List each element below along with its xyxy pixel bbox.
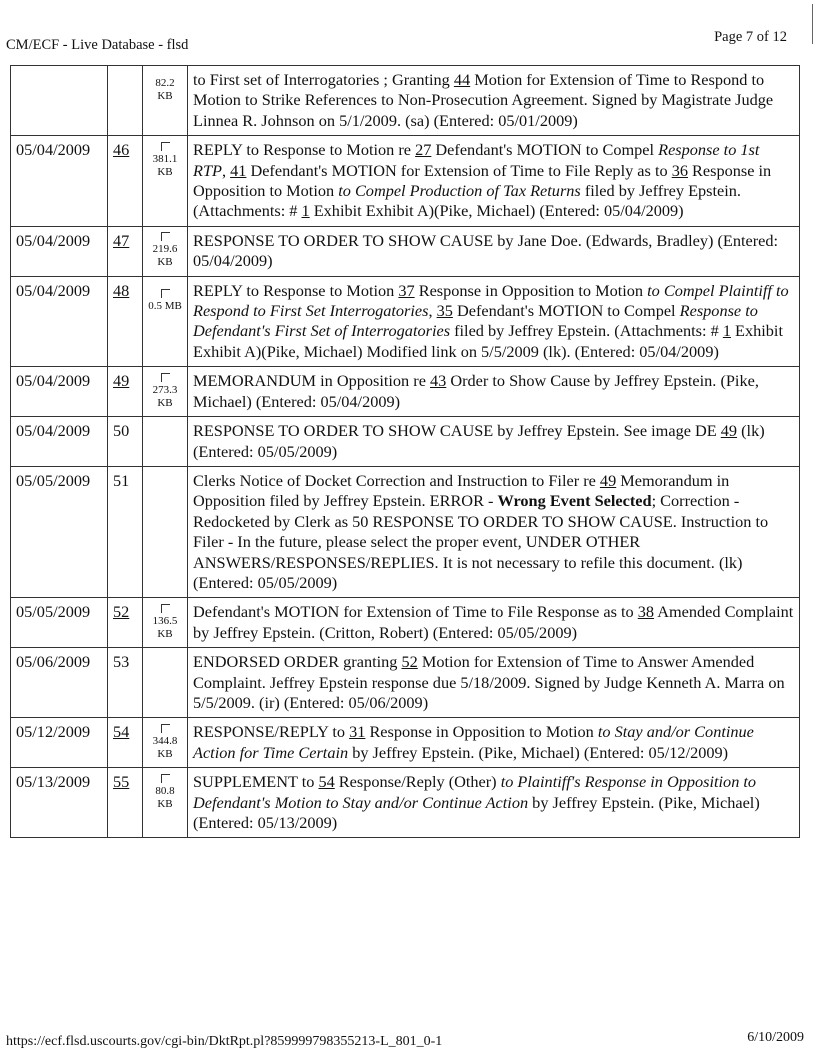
text-run: Exhibit Exhibit A)(Pike, Michael) (Entered: 05/04/2009) [309, 201, 684, 221]
entry-text [188, 417, 800, 467]
docket-ref-link[interactable]: 43 [430, 371, 447, 391]
entry-number: 50 [113, 421, 130, 441]
document-icon[interactable] [161, 142, 170, 151]
document-icon[interactable] [161, 373, 170, 382]
text-run: REPLY to Response to Motion re [193, 140, 416, 160]
entry-number[interactable]: 55 [113, 772, 130, 792]
document-cell [143, 417, 188, 467]
text-run: Response in Opposition to Motion [365, 722, 598, 742]
entry-number-cell [108, 648, 143, 718]
entry-number: 53 [113, 652, 130, 672]
document-cell [143, 466, 188, 597]
italic-text: to Stay and/or Continue Action for Time Certain [193, 722, 754, 762]
entry-number[interactable]: 54 [113, 722, 130, 742]
docket-ref-link[interactable]: 52 [401, 652, 418, 672]
document-icon[interactable] [161, 604, 170, 613]
entry-date: 05/04/2009 [11, 417, 108, 467]
docket-row [11, 598, 800, 648]
text-run: filed by Jeffrey Epstein. (Attachments: # [193, 181, 741, 221]
docket-ref-link[interactable]: 54 [318, 772, 335, 792]
document-cell [143, 276, 188, 367]
document-cell [143, 768, 188, 838]
docket-ref-link[interactable]: 37 [398, 280, 415, 300]
document-size: 80.8 KB [155, 784, 175, 810]
text-run: Response in Opposition to Motion [414, 280, 648, 300]
text-run: Response/Reply (Other) [334, 772, 501, 792]
entry-text [188, 367, 800, 417]
entry-number[interactable]: 47 [113, 230, 130, 250]
entry-text [188, 648, 800, 718]
entry-number-cell [108, 276, 143, 367]
italic-text: to Compel Plaintiff to Respond to First Set Interrogatories [193, 280, 789, 321]
text-run: by Jeffrey Epstein. (Pike, Michael) (Entered: 05/13/2009) [193, 792, 760, 832]
docket-row [11, 136, 800, 227]
document-icon[interactable] [161, 724, 170, 733]
entry-number-cell [108, 136, 143, 227]
document-cell [143, 66, 188, 136]
entry-number-cell [108, 226, 143, 276]
page-number: Page 7 of 12 [714, 29, 787, 45]
text-run: (lk) (Entered: 05/05/2009) [193, 421, 765, 461]
document-size: 273.3 KB [152, 383, 178, 409]
margin-rule [812, 4, 813, 44]
docket-row [11, 718, 800, 768]
entry-date: 05/12/2009 [11, 718, 108, 768]
text-run: filed by Jeffrey Epstein. (Attachments: # [450, 321, 723, 341]
document-link[interactable] [148, 70, 182, 110]
text-run: Clerks Notice of Docket Correction and Instruction to Filer re [193, 470, 600, 490]
italic-text: to Plaintiff's Response in Opposition to Defendant's Motion to Stay and/or Continue Action [193, 772, 757, 812]
document-icon[interactable] [161, 289, 170, 298]
document-link[interactable] [148, 231, 182, 271]
text-run: Order to Show Cause by Jeffrey Epstein. (Pike, Michael) (Entered: 05/04/2009) [193, 371, 759, 411]
entry-date: 05/06/2009 [11, 648, 108, 718]
text-run: Defendant's MOTION for Extension of Time to File Response as to [193, 602, 638, 622]
entry-number-cell [108, 466, 143, 597]
entry-number-cell [108, 417, 143, 467]
document-icon[interactable] [161, 232, 170, 241]
text-run: Motion for Extension of Time to Respond to Motion to Strike References to Non-Prosecution Agreement. Signed by Magistrate Judge Linnea R. Johnson on 5/1/2009. (sa) (Entered: 05/01/2009) [193, 70, 774, 130]
text-run: REPLY to Response to Motion [193, 280, 399, 300]
text-run: , [428, 301, 437, 321]
docket-row [11, 768, 800, 838]
entry-text [188, 276, 800, 367]
text-run: MEMORANDUM in Opposition re [193, 371, 430, 391]
text-run: Response in Opposition to Motion [193, 160, 772, 201]
entry-text [188, 466, 800, 597]
docket-ref-link[interactable]: 31 [349, 722, 366, 742]
docket-row [11, 417, 800, 467]
entry-number[interactable]: 49 [113, 371, 130, 391]
entry-date [11, 66, 108, 136]
text-run: SUPPLEMENT to [193, 772, 319, 792]
text-run: Memorandum in Opposition filed by Jeffrey Epstein. ERROR - [193, 470, 730, 511]
entry-text [188, 226, 800, 276]
entry-number-cell [108, 598, 143, 648]
document-icon[interactable] [161, 774, 170, 783]
entry-text [188, 768, 800, 838]
docket-row [11, 367, 800, 417]
entry-number-cell [108, 768, 143, 838]
text-run: RESPONSE TO ORDER TO SHOW CAUSE by Jeffrey Epstein. See image DE [193, 421, 721, 441]
docket-ref-link[interactable]: 1 [301, 201, 310, 221]
text-run: RESPONSE TO ORDER TO SHOW CAUSE by Jane Doe. (Edwards, Bradley) (Entered: 05/04/2009) [193, 230, 779, 271]
entry-date: 05/04/2009 [11, 367, 108, 417]
document-link[interactable] [148, 772, 182, 812]
document-cell [143, 718, 188, 768]
docket-ref-link[interactable]: 44 [453, 70, 471, 89]
document-cell [143, 226, 188, 276]
header-title: CM/ECF - Live Database - flsd [6, 37, 189, 53]
docket-row [11, 66, 800, 136]
document-size: 136.5 KB [152, 614, 178, 640]
text-run: to First set of Interrogatories ; Granting [193, 70, 454, 89]
text-run: RESPONSE/REPLY to [193, 722, 350, 742]
text-run: ; Correction - Redocketed by Clerk as 50 RESPONSE TO ORDER TO SHOW CAUSE. Instruction to Filer - In the future, please select the proper event, UNDER OTHER ANSWERS/RESPONSES/REPLIES. It is not necessary to refile this document. (lk) (Entered: 05/05/2009) [193, 491, 769, 592]
italic-text: Response to 1st RTP [193, 140, 760, 180]
document-size: 219.6 KB [152, 243, 178, 269]
docket-row [11, 648, 800, 718]
docket-table [10, 65, 800, 838]
entry-number[interactable]: 48 [113, 280, 130, 300]
docket-ref-link[interactable]: 38 [637, 602, 655, 622]
document-link[interactable] [148, 281, 182, 321]
entry-text [188, 66, 800, 136]
document-size: 344.8 KB [152, 734, 178, 760]
docket-row [11, 226, 800, 276]
entry-text [188, 598, 800, 648]
document-link[interactable] [148, 722, 182, 762]
text-run: Defendant's MOTION to Compel [431, 140, 659, 160]
document-cell [143, 367, 188, 417]
text-run: , [221, 160, 231, 180]
entry-date: 05/04/2009 [11, 136, 108, 227]
italic-text: Response to Defendant's First Set of Interrogatories [193, 301, 758, 341]
entry-number-cell [108, 718, 143, 768]
docket-ref-link[interactable]: 41 [230, 160, 247, 180]
text-run: Defendant's MOTION to Compel [452, 301, 680, 321]
document-link[interactable] [148, 602, 182, 642]
docket-row [11, 276, 800, 367]
docket-ref-link[interactable]: 35 [436, 301, 453, 321]
docket-ref-link[interactable]: 1 [722, 321, 731, 341]
docket-ref-link[interactable]: 49 [720, 421, 738, 441]
text-run: Defendant's MOTION for Extension of Time to File Reply as to [246, 160, 672, 180]
footer-url: https://ecf.flsd.uscourts.gov/cgi-bin/DktRpt.pl?859999798355213-L_801_0-1 [6, 1034, 443, 1049]
docket-row [11, 466, 800, 597]
entry-number-cell [108, 66, 143, 136]
entry-date: 05/13/2009 [11, 768, 108, 838]
document-cell [143, 136, 188, 227]
entry-text [188, 136, 800, 227]
entry-number[interactable]: 46 [113, 140, 130, 160]
text-run: Motion for Extension of Time to Answer Amended Complaint. Jeffrey Epstein response due 5/18/2009. Signed by Judge Kenneth A. Marra on 5/5/2009. (ir) (Entered: 05/06/2009) [193, 652, 785, 712]
document-size: 381.1 KB [152, 152, 178, 178]
entry-number: 51 [113, 470, 130, 490]
footer-date: 6/10/2009 [747, 1030, 804, 1045]
entry-date: 05/05/2009 [11, 598, 108, 648]
entry-number[interactable]: 52 [113, 602, 130, 622]
document-cell [143, 598, 188, 648]
document-link[interactable] [148, 371, 182, 411]
entry-date: 05/04/2009 [11, 226, 108, 276]
entry-date: 05/04/2009 [11, 276, 108, 367]
document-link[interactable] [148, 140, 182, 180]
entry-date: 05/05/2009 [11, 466, 108, 597]
text-run: Exhibit Exhibit A)(Pike, Michael) Modified link on 5/5/2009 (lk). (Entered: 05/04/2009) [193, 321, 783, 361]
document-cell [143, 648, 188, 718]
docket-ref-link[interactable]: 49 [599, 470, 617, 490]
docket-ref-link[interactable]: 36 [671, 160, 688, 180]
docket-ref-link[interactable]: 27 [415, 140, 432, 160]
text-run: ENDORSED ORDER granting [193, 652, 402, 672]
entry-number-cell [108, 367, 143, 417]
bold-text: Wrong Event Selected [497, 491, 652, 511]
docket-body [11, 66, 800, 838]
entry-text [188, 718, 800, 768]
italic-text: to Compel Production of Tax Returns [338, 181, 581, 201]
text-run: by Jeffrey Epstein. (Pike, Michael) (Entered: 05/12/2009) [348, 742, 729, 762]
document-size: 0.5 MB [148, 299, 182, 312]
document-size: 82.2 KB [155, 77, 175, 102]
text-run: Amended Complaint by Jeffrey Epstein. (Critton, Robert) (Entered: 05/05/2009) [193, 602, 794, 642]
